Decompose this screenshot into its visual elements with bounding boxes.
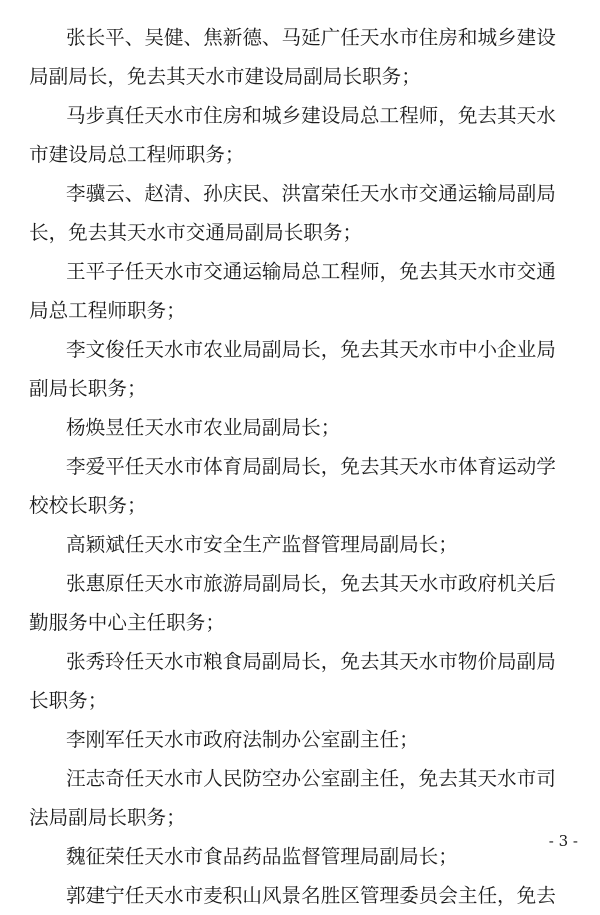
text-line: 杨焕昱任天水市农业局副局长；	[66, 416, 341, 439]
text-line: 郭建宁任天水市麦积山风景名胜区管理委员会主任，免去	[66, 884, 556, 907]
text-line: 长职务；	[29, 689, 108, 712]
text-line: 校校长职务；	[29, 494, 147, 517]
page-number: - 3 -	[548, 832, 578, 850]
text-line: 李文俊任天水市农业局副局长，免去其天水市中小企业局	[66, 338, 556, 361]
text-line: 法局副局长职务；	[29, 806, 186, 829]
text-line: 张秀玲任天水市粮食局副局长，免去其天水市物价局副局	[66, 650, 556, 673]
text-line: 勤服务中心主任职务；	[29, 611, 225, 634]
text-line: 局总工程师职务；	[29, 299, 186, 322]
text-line: 高颖斌任天水市安全生产监督管理局副局长；	[66, 533, 458, 556]
text-line: 汪志奇任天水市人民防空办公室副主任，免去其天水市司	[66, 767, 556, 790]
text-line: 市建设局总工程师职务；	[29, 143, 245, 166]
appointment-list	[0, 18, 600, 915]
text-line: 张长平、吴健、焦新德、马延广任天水市住房和城乡建设	[66, 26, 556, 49]
text-line: 长，免去其天水市交通局副局长职务；	[29, 221, 363, 244]
text-line: 李骥云、赵清、孙庆民、洪富荣任天水市交通运输局副局	[66, 182, 556, 205]
text-line: 李爱平任天水市体育局副局长，免去其天水市体育运动学	[66, 455, 556, 478]
text-line: 李刚军任天水市政府法制办公室副主任；	[66, 728, 419, 751]
text-line: 魏征荣任天水市食品药品监督管理局副局长；	[66, 845, 458, 868]
text-line: 张惠原任天水市旅游局副局长，免去其天水市政府机关后	[66, 572, 556, 595]
text-line: 马步真任天水市住房和城乡建设局总工程师，免去其天水	[66, 104, 556, 127]
text-line: 局副局长，免去其天水市建设局副局长职务；	[29, 65, 421, 88]
text-line: 副局长职务；	[29, 377, 147, 400]
text-line: 王平子任天水市交通运输局总工程师，免去其天水市交通	[66, 260, 556, 283]
